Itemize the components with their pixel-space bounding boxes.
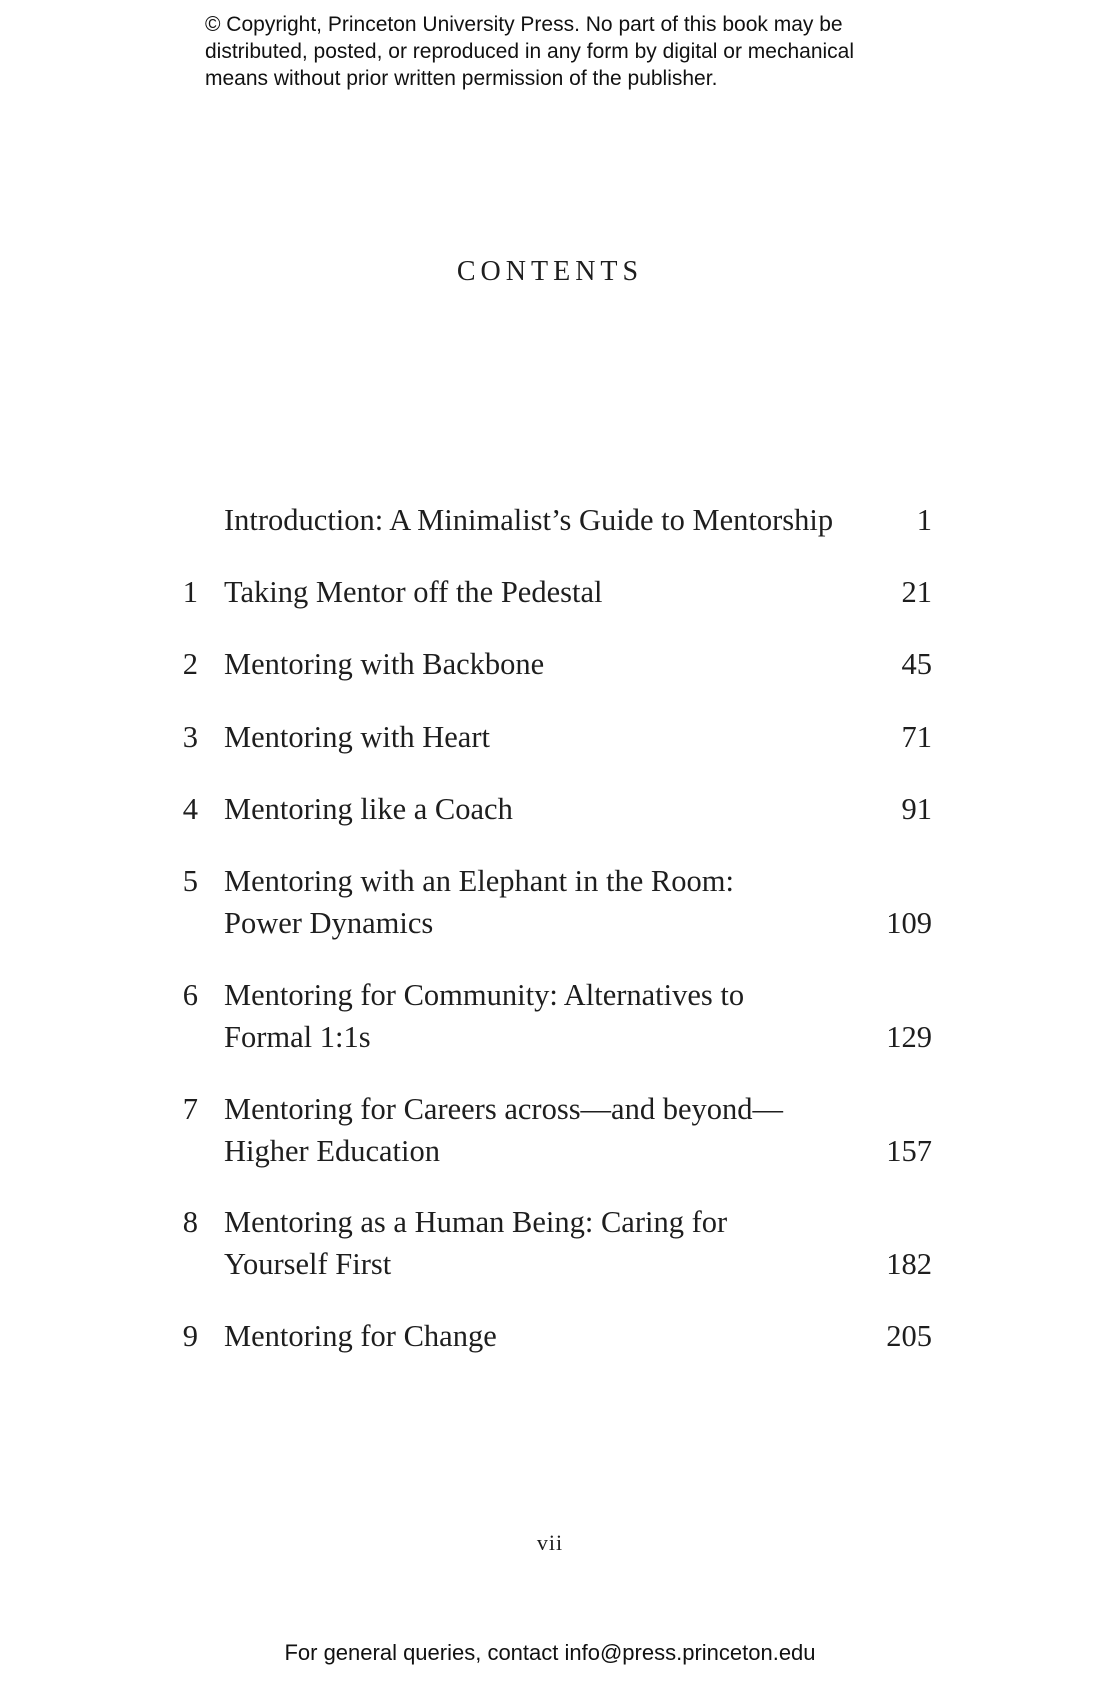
toc-page-number: 45 [901,647,932,681]
toc-entry-chapter-7 [150,1088,932,1172]
toc-title-line: Mentoring for Community: Alternatives to [224,978,745,1012]
toc-title-line: Mentoring as a Human Being: Caring for [224,1205,728,1239]
toc-page-number: 91 [901,792,932,826]
toc-title-line: Mentoring for Careers across—and beyond— [224,1092,784,1126]
toc-page-number: 21 [901,575,932,609]
toc-chapter-title [224,571,844,613]
copyright-line: distributed, posted, or reproduced in any form by digital or mechanical [205,40,855,63]
toc-entry-chapter-1 [150,571,932,613]
toc-title-line: Mentoring like a Coach [224,792,513,826]
toc-chapter-number: 5 [182,864,198,898]
toc-chapter-title [224,499,844,541]
toc-title-line: Formal 1:1s [224,1020,371,1054]
toc-title-line: Yourself First [224,1247,392,1281]
toc-entry-chapter-9 [150,1315,932,1357]
toc-entry-chapter-4 [150,788,932,830]
toc-page-number: 109 [886,906,932,940]
toc-title-line: Mentoring with Backbone [224,647,545,681]
toc-page-number: 129 [886,1020,932,1054]
copyright-notice [205,11,925,92]
toc-page-number: 205 [886,1319,932,1353]
toc-chapter-title [224,716,844,758]
toc-entry-introduction [150,499,932,541]
toc-title-line: Higher Education [224,1134,440,1168]
toc-title-line: Taking Mentor off the Pedestal [224,575,603,609]
toc-chapter-number: 9 [182,1319,198,1353]
toc-title-line: Mentoring for Change [224,1319,497,1353]
toc-title-line: Introduction: A Minimalist’s Guide to Mentorship [224,503,834,537]
toc-chapter-title [224,1315,844,1357]
toc-entry-chapter-6 [150,974,932,1058]
toc-entry-chapter-2 [150,643,932,685]
toc-chapter-title [224,643,844,685]
toc-chapter-title [224,788,844,830]
toc-page-number: 1 [916,503,932,537]
toc-chapter-number: 7 [182,1092,198,1126]
toc-chapter-title [224,974,844,1058]
page-folio: vii [536,1530,564,1555]
toc-chapter-number: 3 [182,720,198,754]
toc-chapter-number: 4 [182,792,198,826]
toc-chapter-number: 8 [182,1205,198,1239]
copyright-line: means without prior written permission of the publisher. [205,67,718,90]
contact-footer: For general queries, contact info@press.princeton.edu [284,1640,816,1665]
toc-entry-chapter-8 [150,1201,932,1285]
toc-title-line: Mentoring with Heart [224,720,490,754]
toc-page-number: 71 [901,720,932,754]
toc-title-line: Power Dynamics [224,906,434,940]
toc-page-number: 157 [886,1134,932,1168]
toc-chapter-number: 1 [182,575,198,609]
toc-chapter-title [224,1201,844,1285]
toc-chapter-title [224,1088,844,1172]
page-title: CONTENTS [456,256,644,287]
toc-title-line: Mentoring with an Elephant in the Room: [224,864,734,898]
toc-entry-chapter-5 [150,860,932,944]
toc-entry-chapter-3 [150,716,932,758]
toc-chapter-number: 6 [182,978,198,1012]
toc-chapter-title [224,860,844,944]
toc-page-number: 182 [886,1247,932,1281]
copyright-line: © Copyright, Princeton University Press. No part of this book may be [205,13,843,36]
toc-chapter-number: 2 [182,647,198,681]
